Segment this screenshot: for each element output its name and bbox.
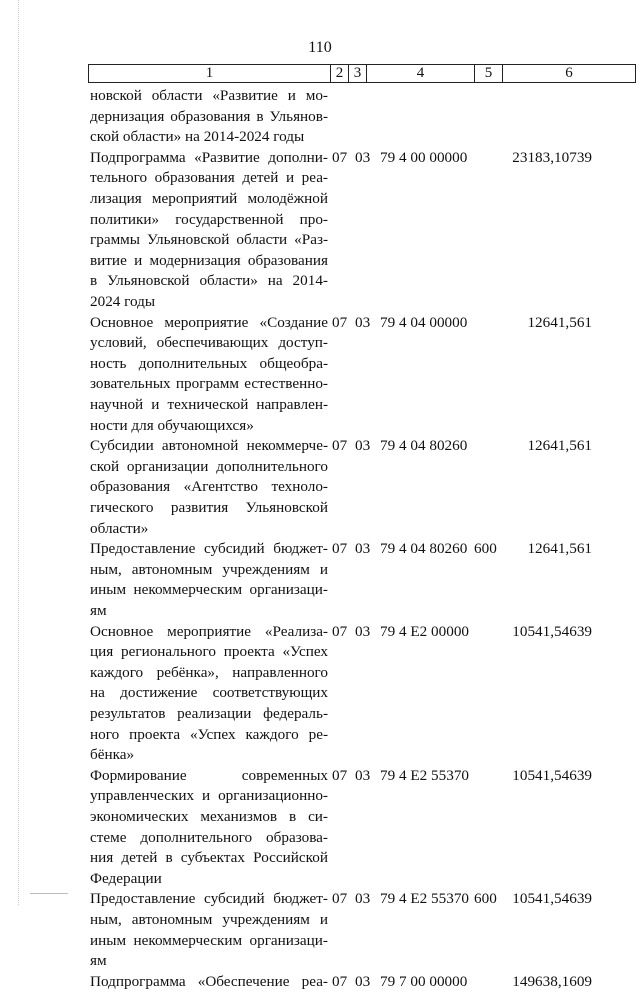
row-name-line: Подпрограмма «Обеспечение реа-: [90, 972, 328, 990]
margin-rule: [18, 0, 19, 905]
row-name-line: ность дополнительных общеобра-: [90, 354, 328, 372]
row-name-line: тельного образования детей и реа-: [90, 169, 328, 187]
row-c4-cell: 79 4 E2 00000: [380, 622, 470, 640]
row-c4-cell: 79 4 04 00000: [380, 313, 468, 331]
row-c3-cell: 03: [355, 766, 371, 784]
row-name-line: экономических механизмов в си-: [90, 807, 328, 825]
row-c6-cell: 10541,54639: [512, 890, 592, 908]
row-name-line: новской области «Развитие и мо-: [90, 87, 328, 104]
row-c3-cell: 03: [355, 148, 371, 166]
row-c2-cell: 07: [332, 148, 348, 166]
row-c5-cell: 600: [474, 540, 497, 558]
row-c3-cell: 03: [355, 890, 371, 908]
row-name: [90, 436, 328, 539]
row-name: [90, 622, 328, 766]
row-name-line: 2024 годы: [90, 292, 156, 310]
row-name-line: научной и технической направлен-: [90, 395, 328, 413]
row-name-line: ности для обучающихся»: [90, 416, 254, 434]
row-name-line: стеме дополнительного образова-: [90, 828, 328, 846]
row-name-line: Предоставление субсидий бюджет-: [90, 540, 328, 558]
row-c2-cell: 07: [332, 540, 348, 558]
header-col-2: 2: [331, 65, 349, 82]
row-c6-cell: 10541,54639: [512, 622, 592, 640]
header-col-1: 1: [89, 65, 331, 82]
header-col-6: 6: [565, 65, 573, 81]
row-name-line: ской организации дополнительного: [90, 457, 328, 475]
row-c2-cell: 07: [332, 437, 348, 455]
row-c3-cell: 03: [355, 622, 371, 640]
row-name-line: зовательных программ естественно-: [90, 375, 328, 393]
row-name-line: дернизация образования в Ульянов-: [90, 107, 328, 125]
row-c3-cell: 03: [355, 313, 371, 331]
row-name-line: образования «Агентство техноло-: [90, 478, 328, 496]
row-name-line: Федерации: [90, 869, 162, 887]
row-name-line: условий, обеспечивающих доступ-: [90, 334, 328, 352]
row-c2-cell: 07: [332, 890, 348, 908]
row-c6-cell: 23183,10739: [512, 148, 592, 166]
row-name-line: бёнка»: [90, 746, 135, 764]
row-name-line: Основное мероприятие «Создание: [90, 313, 328, 331]
row-name: [90, 148, 328, 313]
header-col-4: 4: [367, 65, 475, 82]
row-c2-cell: 07: [332, 972, 348, 990]
row-name: [90, 539, 328, 621]
row-name-line: иным некоммерческим организаци-: [90, 931, 328, 949]
row-name-line: области»: [90, 519, 149, 537]
row-c3-cell: 03: [355, 540, 371, 558]
row-name-line: граммы Ульяновской области «Раз-: [90, 231, 328, 249]
row-c2-cell: 07: [332, 622, 348, 640]
row-name-line: на достижение соответствующих: [90, 684, 328, 702]
row-name: [90, 313, 328, 437]
row-name-line: Предоставление субсидий бюджет-: [90, 890, 328, 908]
page-number: 110: [308, 39, 332, 56]
row-c4-cell: 79 4 00 00000: [380, 148, 468, 166]
footer-mark: [30, 893, 68, 894]
row-name-line: ям: [90, 952, 107, 970]
row-c6-cell: 149638,1609: [512, 972, 592, 990]
row-name-line: иным некоммерческим организаци-: [90, 581, 328, 599]
row-c2-cell: 07: [332, 313, 348, 331]
row-name-line: политики» государственной про-: [90, 210, 328, 228]
row-name-line: Формирование современных: [90, 766, 328, 784]
row-c6-cell: 10541,54639: [512, 766, 592, 784]
row-name-line: гического развития Ульяновской: [90, 498, 328, 516]
row-name-line: витие и модернизация образования: [90, 251, 328, 269]
row-name-line: ного проекта «Успех каждого ре-: [90, 725, 328, 743]
row-name-line: Субсидии автономной некоммерче-: [90, 437, 328, 455]
row-c4-cell: 79 4 E2 55370: [380, 766, 470, 784]
row-c3-cell: 03: [355, 437, 371, 455]
row-name: [90, 86, 328, 148]
row-c6-cell: 12641,561: [527, 540, 592, 558]
row-c3-cell: 03: [355, 972, 371, 990]
row-name-line: Подпрограмма «Развитие дополни-: [90, 148, 328, 166]
row-c6-cell: 12641,561: [527, 313, 592, 331]
row-c5-cell: 600: [474, 890, 497, 908]
row-name-line: Основное мероприятие «Реализа-: [90, 622, 328, 640]
row-name-line: ным, автономным учреждениям и: [90, 560, 328, 578]
row-name-line: каждого ребёнка», направленного: [90, 663, 328, 681]
row-name-line: ным, автономным учреждениям и: [90, 910, 328, 928]
row-name-line: ской области» на 2014-2024 годы: [90, 128, 305, 146]
row-name-line: ния детей в субъектах Российской: [90, 849, 328, 867]
row-name-line: ция регионального проекта «Успех: [90, 643, 328, 661]
row-c6-cell: 12641,561: [527, 437, 592, 455]
row-name: [90, 889, 328, 971]
row-name-line: ям: [90, 601, 107, 619]
row-c4-cell: 79 4 E2 55370: [380, 890, 470, 908]
row-c4-cell: 79 7 00 00000: [380, 972, 468, 990]
row-c2-cell: 07: [332, 766, 348, 784]
row-name: [90, 972, 328, 992]
row-name-line: лизация мероприятий молодёжной: [90, 189, 328, 207]
header-col-5: 5: [475, 65, 503, 82]
row-name: [90, 766, 328, 890]
row-name-line: в Ульяновской области» на 2014-: [90, 272, 328, 290]
row-c4-cell: 79 4 04 80260: [380, 437, 468, 455]
row-name-line: управленческих и организационно-: [90, 787, 328, 805]
row-name-line: результатов реализации федераль-: [90, 704, 328, 722]
table-header: [88, 64, 636, 83]
header-col-3: 3: [349, 65, 367, 82]
row-c4-cell: 79 4 04 80260: [380, 540, 468, 558]
